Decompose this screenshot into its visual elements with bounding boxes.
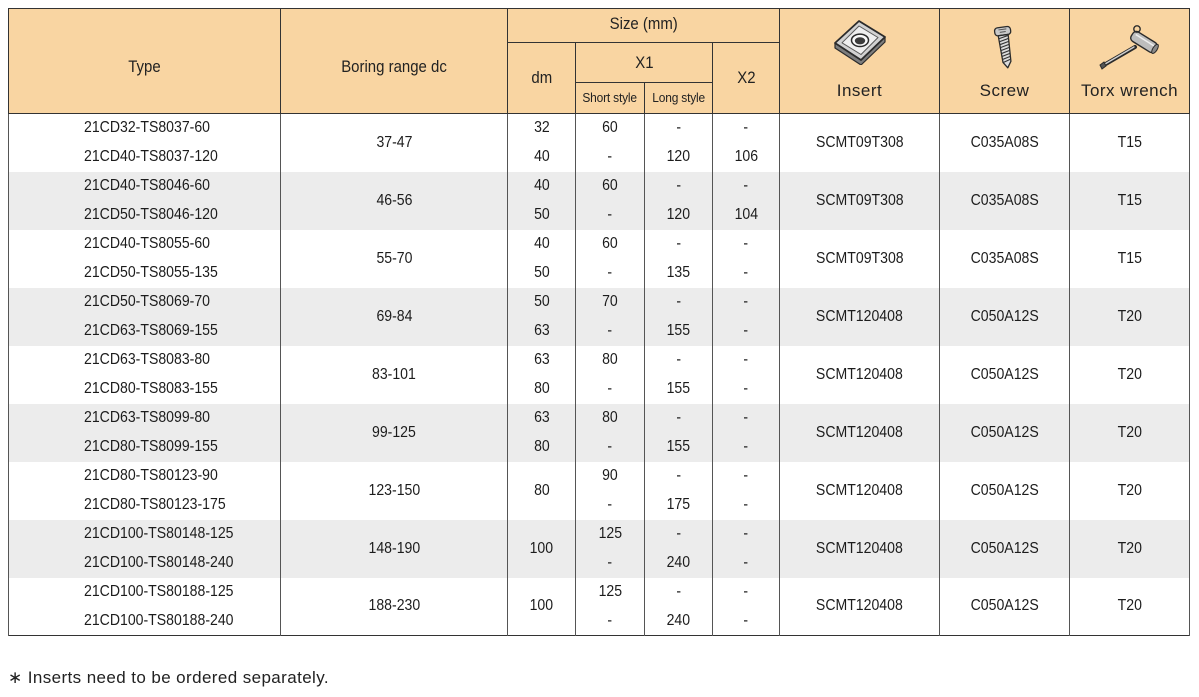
short-style-cell-text: 90 (602, 467, 618, 484)
short-style-cell (576, 607, 645, 636)
short-style-cell-text: 125 (598, 583, 622, 600)
header-x1 (576, 43, 713, 83)
header-torx-wrench-content (1070, 9, 1189, 113)
long-style-cell-text: 175 (666, 496, 691, 513)
screw-cell (940, 462, 1070, 520)
long-style-cell-text: 240 (666, 611, 691, 629)
x2-cell-text: - (743, 264, 749, 281)
x2-cell (713, 317, 780, 346)
screw-cell (940, 114, 1070, 172)
x2-cell-text: - (743, 496, 749, 513)
table-header (9, 9, 1190, 114)
type-cell (9, 375, 281, 404)
screw-cell-text: C050A12S (970, 365, 1039, 383)
insert-cell (780, 346, 940, 404)
torx-wrench-cell-text: T20 (1117, 597, 1142, 615)
x2-cell (713, 578, 780, 607)
long-style-cell (645, 433, 713, 462)
type-cell (9, 404, 281, 433)
short-style-cell-text: 80 (602, 409, 618, 426)
insert-cell (780, 520, 940, 578)
x2-cell (713, 520, 780, 549)
x2-cell (713, 201, 780, 230)
table-row (9, 172, 1190, 201)
x2-cell-text: - (743, 467, 749, 484)
dm-cell-text: 40 (533, 177, 550, 194)
table-row (9, 520, 1190, 549)
x2-cell-text: - (743, 525, 749, 542)
short-style-cell-text: 125 (598, 525, 622, 542)
x2-cell (713, 607, 780, 636)
long-style-cell (645, 404, 713, 433)
x2-cell (713, 288, 780, 317)
short-style-cell (576, 520, 645, 549)
dm-cell-text: 80 (533, 380, 550, 397)
torx-wrench-icon-handle (1129, 30, 1160, 55)
insert-icon-hole-inner (854, 37, 864, 44)
dm-cell-text: 32 (533, 119, 550, 137)
short-style-cell-text: 80 (602, 351, 618, 368)
x2-cell-text: - (743, 177, 749, 194)
screw-cell-text: C035A08S (970, 249, 1039, 267)
dm-cell-text: 50 (533, 206, 550, 223)
torx-wrench-cell-text: T15 (1117, 133, 1142, 151)
table-row (9, 404, 1190, 433)
header-x2 (713, 43, 780, 114)
long-style-cell-text: 240 (666, 554, 691, 571)
type-cell (9, 520, 281, 549)
boring-range-cell-text: 37-47 (375, 133, 412, 151)
short-style-cell-text: - (607, 148, 613, 165)
header-size-label: Size (mm) (609, 13, 678, 33)
x2-cell (713, 346, 780, 375)
type-cell-text: 21CD100-TS80148-125 (84, 525, 234, 542)
torx-wrench-icon-shaft-highlight (1105, 47, 1134, 64)
long-style-cell (645, 607, 713, 636)
boring-range-cell (281, 288, 508, 346)
short-style-cell (576, 433, 645, 462)
type-cell-text: 21CD100-TS80188-125 (84, 583, 234, 600)
header-boring-range (281, 9, 508, 114)
short-style-cell (576, 549, 645, 578)
dm-cell (508, 433, 576, 462)
insert-cell (780, 230, 940, 288)
type-cell-text: 21CD63-TS8069-155 (84, 322, 218, 339)
dm-cell (508, 520, 576, 578)
type-cell-text: 21CD80-TS80123-175 (84, 496, 226, 513)
insert-cell-text: SCMT120408 (816, 481, 903, 499)
insert-cell-text: SCMT09T308 (815, 249, 904, 267)
type-cell-text: 21CD50-TS8069-70 (84, 293, 211, 310)
torx-wrench-cell-text: T20 (1117, 481, 1142, 499)
short-style-cell-text: 60 (602, 235, 618, 252)
type-cell-text: 21CD63-TS8099-80 (84, 409, 211, 426)
type-cell (9, 462, 281, 491)
long-style-cell (645, 201, 713, 230)
long-style-cell-text: - (676, 351, 681, 368)
boring-range-cell (281, 404, 508, 462)
insert-cell-text: SCMT120408 (816, 307, 903, 325)
screw-cell-text: C035A08S (970, 191, 1039, 209)
x2-cell-text: 106 (734, 148, 758, 165)
table-row (9, 462, 1190, 491)
long-style-cell (645, 491, 713, 520)
torx-wrench-cell (1070, 172, 1190, 230)
screw-cell (940, 578, 1070, 636)
insert-cell (780, 288, 940, 346)
short-style-cell (576, 114, 645, 143)
dm-cell (508, 578, 576, 636)
long-style-cell-text: 120 (666, 148, 691, 165)
short-style-cell-text: - (607, 380, 613, 397)
boring-range-cell (281, 346, 508, 404)
dm-cell (508, 172, 576, 201)
long-style-cell-text: 155 (666, 322, 691, 339)
insert-icon (832, 19, 888, 65)
header-dm (508, 43, 576, 114)
dm-cell-text: 40 (533, 148, 550, 165)
long-style-cell (645, 259, 713, 288)
dm-cell (508, 317, 576, 346)
boring-range-cell-text: 46-56 (375, 191, 412, 209)
short-style-cell-text: - (607, 496, 613, 513)
type-cell-text: 21CD80-TS8099-155 (84, 438, 218, 455)
torx-wrench-cell (1070, 288, 1190, 346)
x2-cell (713, 404, 780, 433)
torx-wrench-cell (1070, 404, 1190, 462)
dm-cell-text: 63 (533, 322, 550, 339)
short-style-cell (576, 288, 645, 317)
type-cell-text: 21CD50-TS8055-135 (84, 264, 218, 281)
header-x2-label: X2 (736, 68, 756, 87)
type-cell-text: 21CD32-TS8037-60 (84, 119, 211, 137)
type-cell-text: 21CD63-TS8083-80 (84, 351, 211, 368)
dm-cell (508, 462, 576, 520)
long-style-cell-text: 135 (666, 264, 691, 281)
long-style-cell-text: - (676, 409, 681, 426)
boring-range-cell-text: 83-101 (372, 365, 416, 383)
type-cell (9, 607, 281, 636)
dm-cell (508, 259, 576, 288)
insert-cell-text: SCMT120408 (816, 597, 903, 615)
header-insert-label: Insert (836, 81, 883, 100)
screw-cell-text: C050A12S (970, 307, 1039, 325)
long-style-cell-text: 155 (666, 438, 691, 455)
short-style-cell (576, 143, 645, 172)
short-style-cell (576, 462, 645, 491)
header-type (9, 9, 281, 114)
x2-cell (713, 491, 780, 520)
long-style-cell (645, 317, 713, 346)
torx-wrench-cell-text: T20 (1117, 423, 1142, 441)
insert-cell (780, 172, 940, 230)
x2-cell-text: 104 (734, 206, 758, 223)
x2-cell-text: - (743, 583, 749, 600)
short-style-cell-text: - (607, 206, 613, 223)
footnote: ∗ Inserts need to be ordered separately. (8, 668, 329, 687)
dm-cell-text: 63 (533, 409, 550, 426)
screw-icon-body (994, 26, 1016, 69)
dm-cell-text: 40 (533, 235, 550, 252)
dm-cell (508, 404, 576, 433)
type-cell (9, 143, 281, 172)
torx-wrench-cell-text: T20 (1117, 307, 1142, 325)
table-row (9, 578, 1190, 607)
x2-cell (713, 143, 780, 172)
screw-cell (940, 520, 1070, 578)
boring-range-cell-text: 55-70 (375, 249, 412, 267)
screw-cell-text: C050A12S (970, 423, 1039, 441)
type-cell (9, 433, 281, 462)
header-insert (780, 9, 940, 114)
table-row (9, 230, 1190, 259)
dm-cell (508, 143, 576, 172)
short-style-cell (576, 578, 645, 607)
header-dm-label: dm (531, 68, 552, 87)
table-body (9, 114, 1190, 636)
torx-wrench-cell (1070, 346, 1190, 404)
x2-cell-text: - (743, 409, 749, 426)
x2-cell-text: - (743, 554, 749, 571)
type-cell (9, 549, 281, 578)
insert-cell (780, 578, 940, 636)
short-style-cell-text: - (607, 438, 613, 455)
header-type-label: Type (128, 57, 161, 76)
dm-cell-text: 80 (533, 438, 550, 455)
long-style-cell (645, 346, 713, 375)
long-style-cell-text: - (676, 467, 681, 484)
short-style-cell (576, 172, 645, 201)
insert-cell-text: SCMT120408 (816, 539, 903, 557)
type-cell (9, 346, 281, 375)
type-cell (9, 201, 281, 230)
screw-cell (940, 346, 1070, 404)
screw-cell-text: C050A12S (970, 597, 1039, 615)
x2-cell (713, 549, 780, 578)
short-style-cell (576, 230, 645, 259)
x2-cell (713, 259, 780, 288)
header-torx-wrench-label: Torx wrench (1080, 81, 1179, 100)
long-style-cell-text: 155 (666, 380, 691, 397)
torx-wrench-cell (1070, 520, 1190, 578)
x2-cell-text: - (743, 293, 749, 310)
dm-cell (508, 230, 576, 259)
boring-range-cell (281, 114, 508, 172)
insert-cell (780, 404, 940, 462)
screw-icon (993, 25, 1017, 71)
type-cell-text: 21CD80-TS8083-155 (84, 380, 218, 397)
long-style-cell (645, 578, 713, 607)
short-style-cell (576, 346, 645, 375)
long-style-cell-text: - (676, 583, 681, 600)
header-screw (940, 9, 1070, 114)
torx-wrench-cell (1070, 114, 1190, 172)
short-style-cell (576, 404, 645, 433)
dm-cell (508, 114, 576, 143)
screw-cell-text: C050A12S (970, 539, 1039, 557)
dm-cell (508, 375, 576, 404)
long-style-cell (645, 520, 713, 549)
boring-range-cell-text: 123-150 (368, 481, 420, 499)
short-style-cell-text: 60 (602, 177, 618, 194)
boring-range-cell (281, 172, 508, 230)
dm-cell-text: 100 (529, 597, 554, 615)
screw-cell (940, 288, 1070, 346)
short-style-cell (576, 201, 645, 230)
long-style-cell (645, 549, 713, 578)
dm-cell-text: 63 (533, 351, 550, 368)
type-cell (9, 114, 281, 143)
screw-cell (940, 230, 1070, 288)
type-cell-text: 21CD40-TS8055-60 (84, 235, 211, 252)
type-cell (9, 491, 281, 520)
boring-range-cell (281, 230, 508, 288)
long-style-cell-text: - (676, 293, 681, 310)
table-row (9, 114, 1190, 143)
type-cell-text: 21CD50-TS8046-120 (84, 206, 218, 223)
header-screw-content (940, 9, 1069, 113)
x2-cell-text: - (743, 119, 749, 137)
x2-cell-text: - (743, 235, 749, 252)
x2-cell (713, 462, 780, 491)
long-style-cell (645, 375, 713, 404)
type-cell (9, 172, 281, 201)
boring-bar-spec-table (8, 8, 1190, 636)
x2-cell (713, 230, 780, 259)
header-long-style (645, 83, 713, 114)
screw-cell (940, 404, 1070, 462)
type-cell (9, 288, 281, 317)
header-screw-label: Screw (979, 81, 1030, 100)
x2-cell (713, 433, 780, 462)
table-row (9, 346, 1190, 375)
long-style-cell (645, 172, 713, 201)
short-style-cell (576, 317, 645, 346)
long-style-cell (645, 462, 713, 491)
boring-range-cell-text: 69-84 (375, 307, 412, 325)
insert-cell (780, 462, 940, 520)
long-style-cell-text: - (676, 235, 681, 252)
long-style-cell-text: - (676, 177, 681, 194)
long-style-cell (645, 288, 713, 317)
short-style-cell-text: 60 (602, 119, 618, 137)
torx-wrench-icon (1097, 23, 1163, 71)
x2-cell-text: - (743, 438, 749, 455)
header-short-style-label: Short style (582, 90, 638, 105)
torx-wrench-cell (1070, 462, 1190, 520)
x2-cell-text: - (743, 611, 749, 629)
x2-cell (713, 114, 780, 143)
type-cell-text: 21CD100-TS80188-240 (84, 611, 234, 629)
screw-cell-text: C035A08S (970, 133, 1039, 151)
short-style-cell (576, 375, 645, 404)
header-boring-range-label: Boring range dc (341, 57, 447, 76)
insert-cell-text: SCMT09T308 (815, 191, 904, 209)
type-cell-text: 21CD100-TS80148-240 (84, 554, 234, 571)
long-style-cell-text: - (676, 119, 681, 137)
short-style-cell-text: - (607, 264, 613, 281)
header-size (508, 9, 780, 43)
header-short-style (576, 83, 645, 114)
header-row-1 (9, 9, 1190, 43)
x2-cell-text: - (743, 322, 749, 339)
type-cell (9, 578, 281, 607)
header-x1-label: X1 (634, 52, 654, 72)
header-long-style-label: Long style (652, 90, 705, 105)
boring-range-cell-text: 188-230 (368, 597, 420, 615)
type-cell-text: 21CD80-TS80123-90 (84, 467, 218, 484)
header-insert-content (780, 9, 939, 113)
dm-cell (508, 201, 576, 230)
short-style-cell-text: - (607, 611, 613, 629)
short-style-cell-text: 70 (602, 293, 618, 310)
dm-cell-text: 50 (533, 264, 550, 281)
insert-cell-text: SCMT09T308 (815, 133, 904, 151)
type-cell-text: 21CD40-TS8037-120 (84, 148, 218, 165)
torx-wrench-cell-text: T15 (1117, 191, 1142, 209)
insert-cell-text: SCMT120408 (816, 423, 903, 441)
short-style-cell-text: - (607, 322, 613, 339)
x2-cell (713, 172, 780, 201)
type-cell (9, 230, 281, 259)
short-style-cell-text: - (607, 554, 613, 571)
type-cell (9, 259, 281, 288)
torx-wrench-cell-text: T20 (1117, 365, 1142, 383)
long-style-cell (645, 230, 713, 259)
table-row (9, 288, 1190, 317)
boring-range-cell-text: 148-190 (368, 539, 420, 557)
torx-wrench-cell (1070, 578, 1190, 636)
header-torx-wrench (1070, 9, 1190, 114)
boring-range-cell (281, 578, 508, 636)
dm-cell-text: 50 (533, 293, 550, 310)
torx-wrench-cell-text: T15 (1117, 249, 1142, 267)
long-style-cell (645, 114, 713, 143)
x2-cell-text: - (743, 351, 749, 368)
dm-cell (508, 346, 576, 375)
boring-range-cell (281, 462, 508, 520)
long-style-cell-text: 120 (666, 206, 691, 223)
dm-cell (508, 288, 576, 317)
long-style-cell (645, 143, 713, 172)
torx-wrench-cell-text: T20 (1117, 539, 1142, 557)
dm-cell-text: 100 (529, 539, 554, 557)
type-cell (9, 317, 281, 346)
type-cell-text: 21CD40-TS8046-60 (84, 177, 211, 194)
torx-wrench-cell (1070, 230, 1190, 288)
insert-cell (780, 114, 940, 172)
x2-cell (713, 375, 780, 404)
screw-cell (940, 172, 1070, 230)
short-style-cell (576, 491, 645, 520)
insert-cell-text: SCMT120408 (816, 365, 903, 383)
short-style-cell (576, 259, 645, 288)
boring-range-cell (281, 520, 508, 578)
dm-cell-text: 80 (533, 481, 550, 499)
x2-cell-text: - (743, 380, 749, 397)
long-style-cell-text: - (676, 525, 681, 542)
screw-cell-text: C050A12S (970, 481, 1039, 499)
boring-range-cell-text: 99-125 (372, 423, 416, 441)
